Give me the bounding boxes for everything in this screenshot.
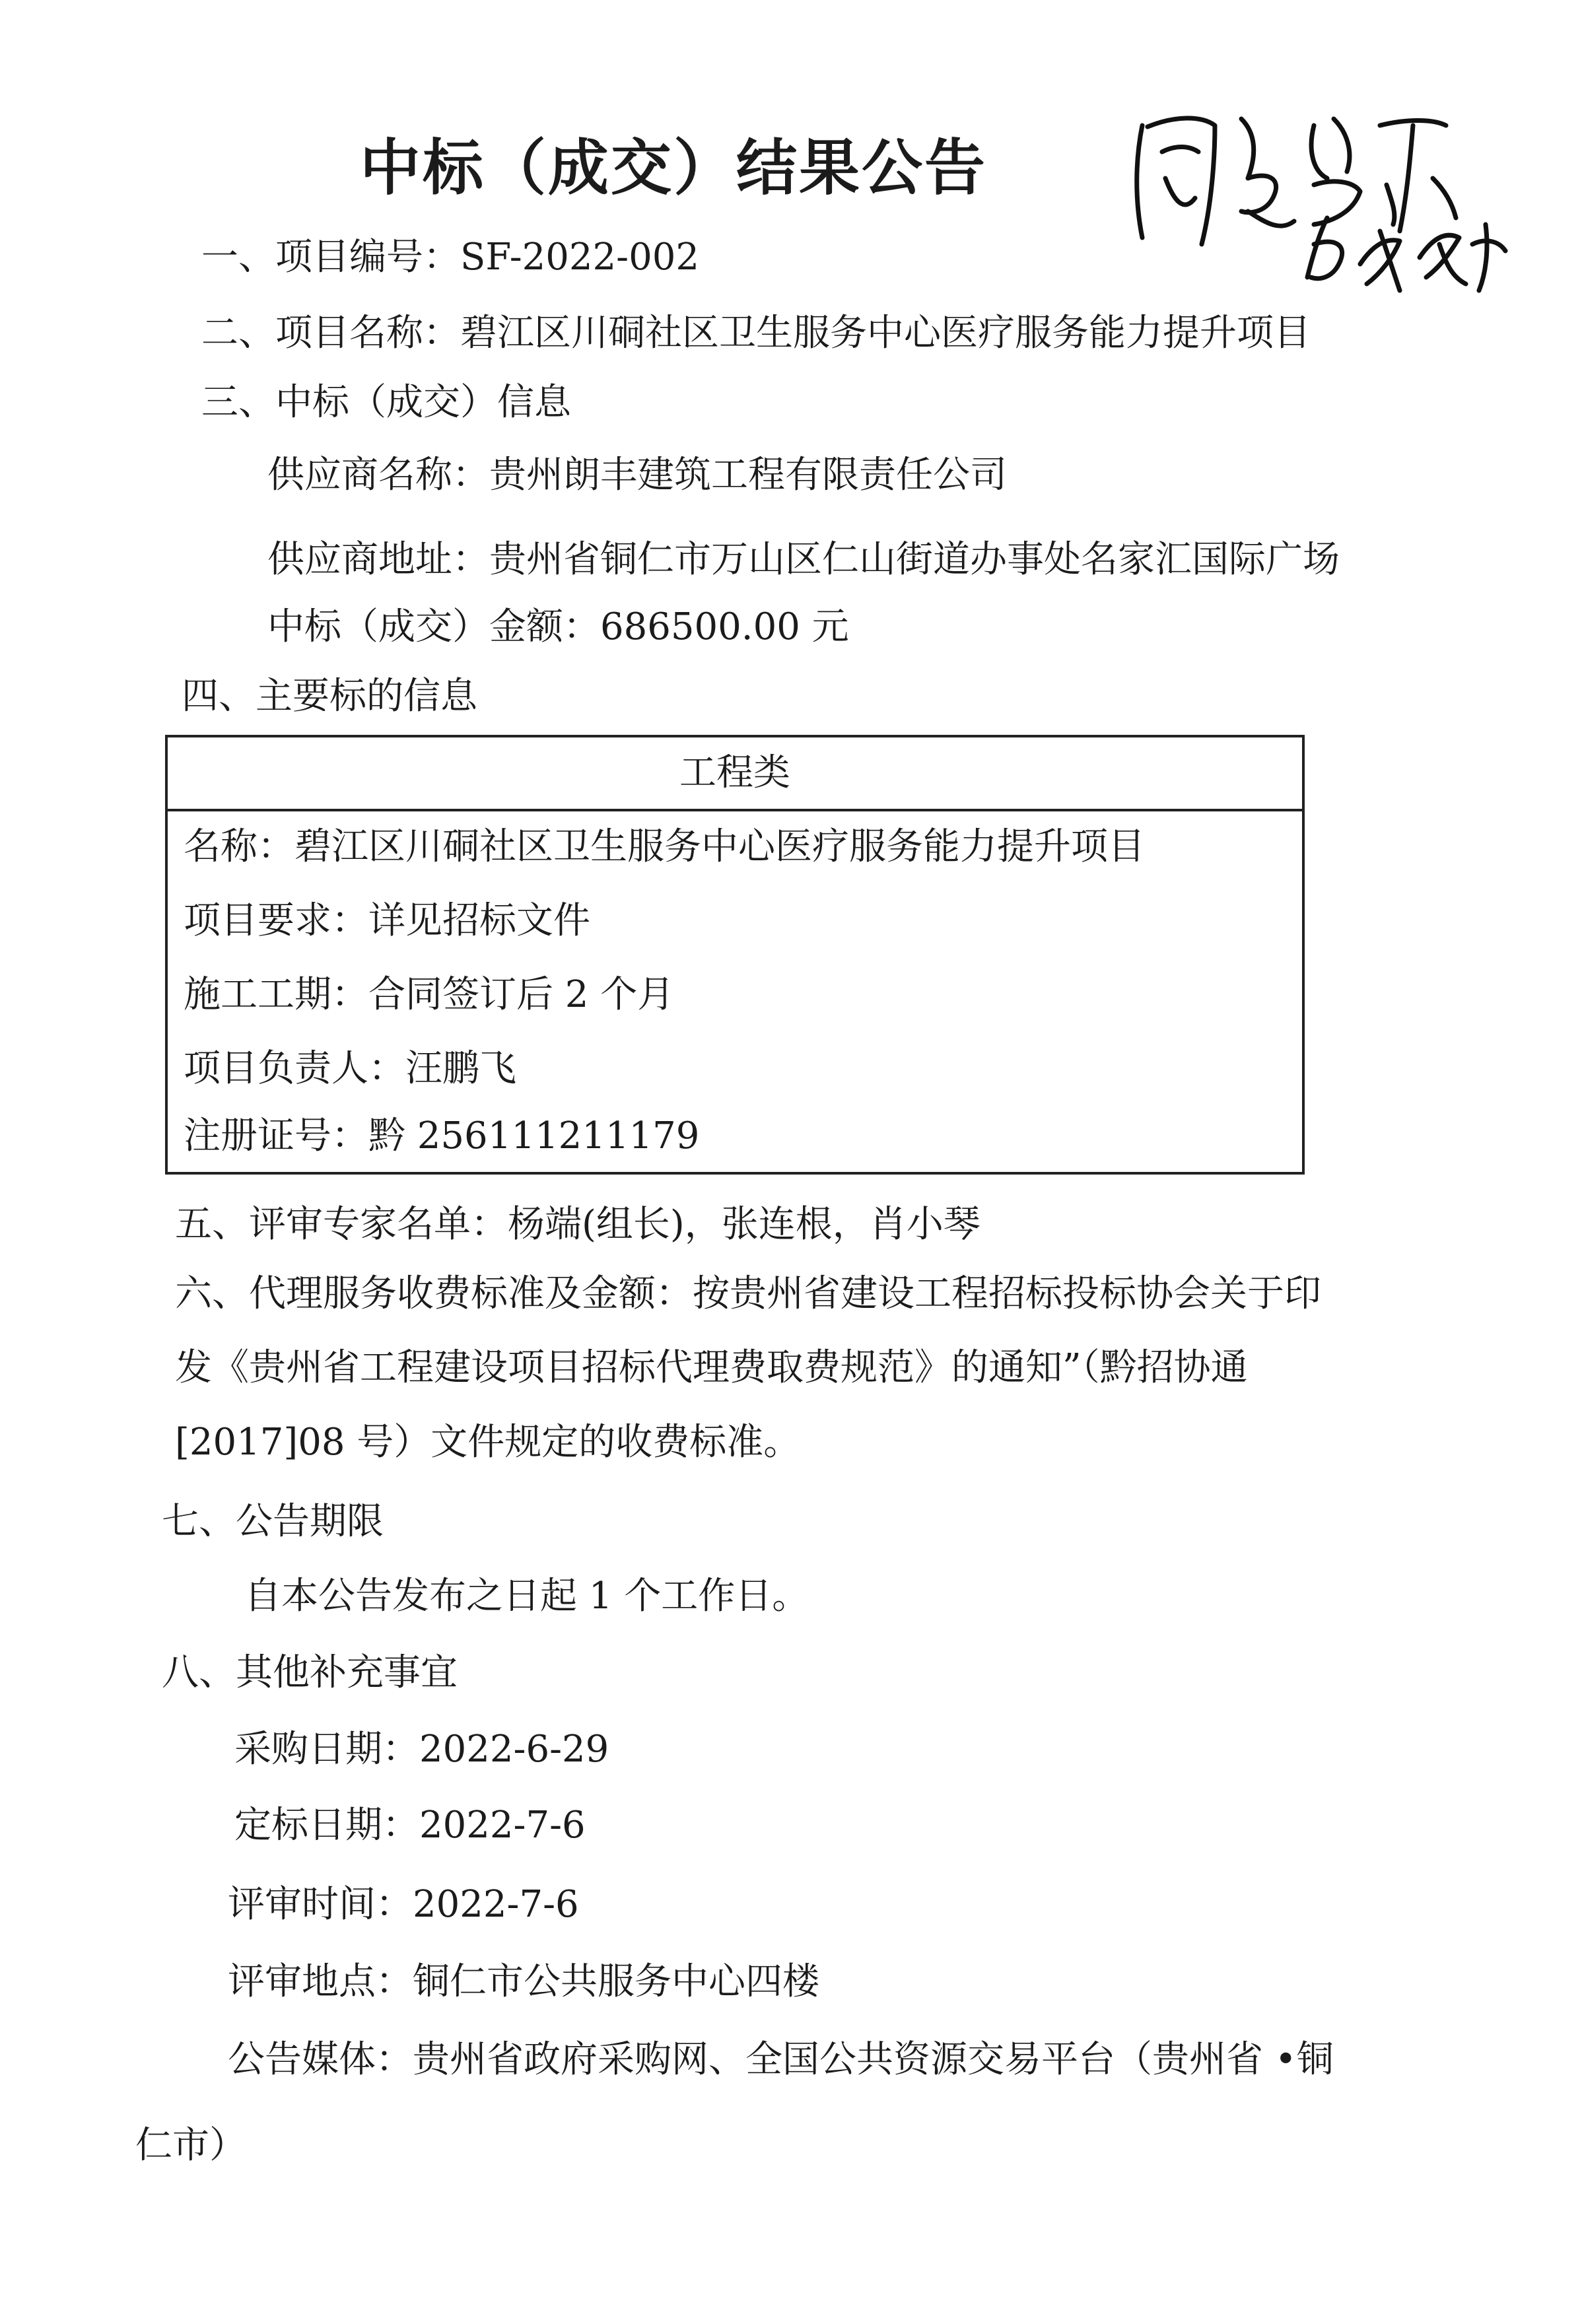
section-other-matters: 八、其他补充事宜 [162,1651,458,1694]
section-experts: 五、评审专家名单：杨端(组长)，张连根，肖小琴 [175,1203,980,1246]
section-main-subject: 四、主要标的信息 [182,675,477,718]
review-time: 评审时间：2022-7-6 [228,1883,579,1926]
table-row: 项目负责人：汪鹏飞 [184,1047,516,1090]
award-date: 定标日期：2022-7-6 [234,1804,586,1847]
notice-period-detail: 自本公告发布之日起 1 个工作日。 [244,1575,809,1618]
section-agency-fee-line3: [2017]08 号）文件规定的收费标准。 [175,1421,801,1464]
page-title: 中标（成交）结果公告 [359,133,987,203]
table-row: 项目要求：详见招标文件 [184,899,590,942]
supplier-address: 供应商地址：贵州省铜仁市万山区仁山街道办事处名家汇国际广场 [267,538,1340,581]
handwritten-signature [1116,79,1525,304]
section-agency-fee-line2: 发《贵州省工程建设项目招标代理费取费规范》的通知”（黔招协通 [175,1346,1248,1389]
subject-info-table [165,735,1305,1175]
notice-media-line2: 仁市） [135,2124,246,2167]
section-project-name: 二、项目名称：碧江区川硐社区卫生服务中心医疗服务能力提升项目 [201,312,1311,355]
supplier-name: 供应商名称：贵州朗丰建筑工程有限责任公司 [267,454,1007,496]
section-award-info: 三、中标（成交）信息 [201,381,571,424]
section-notice-period: 七、公告期限 [162,1500,384,1543]
section-project-number: 一、项目编号：SF-2022-002 [201,236,699,279]
table-row: 名称：碧江区川硐社区卫生服务中心医疗服务能力提升项目 [184,825,1145,868]
table-header: 工程类 [168,737,1302,811]
notice-media-line1: 公告媒体：贵州省政府采购网、全国公共资源交易平台（贵州省 •铜 [228,2038,1334,2081]
section-agency-fee-line1: 六、代理服务收费标准及金额：按贵州省建设工程招标投标协会关于印 [175,1272,1321,1315]
table-row: 注册证号：黔 256111211179 [184,1114,700,1157]
review-place: 评审地点：铜仁市公共服务中心四楼 [228,1960,819,2003]
table-row: 施工工期：合同签订后 2 个月 [184,973,675,1016]
purchase-date: 采购日期：2022-6-29 [234,1728,609,1771]
award-amount: 中标（成交）金额：686500.00 元 [267,605,849,648]
